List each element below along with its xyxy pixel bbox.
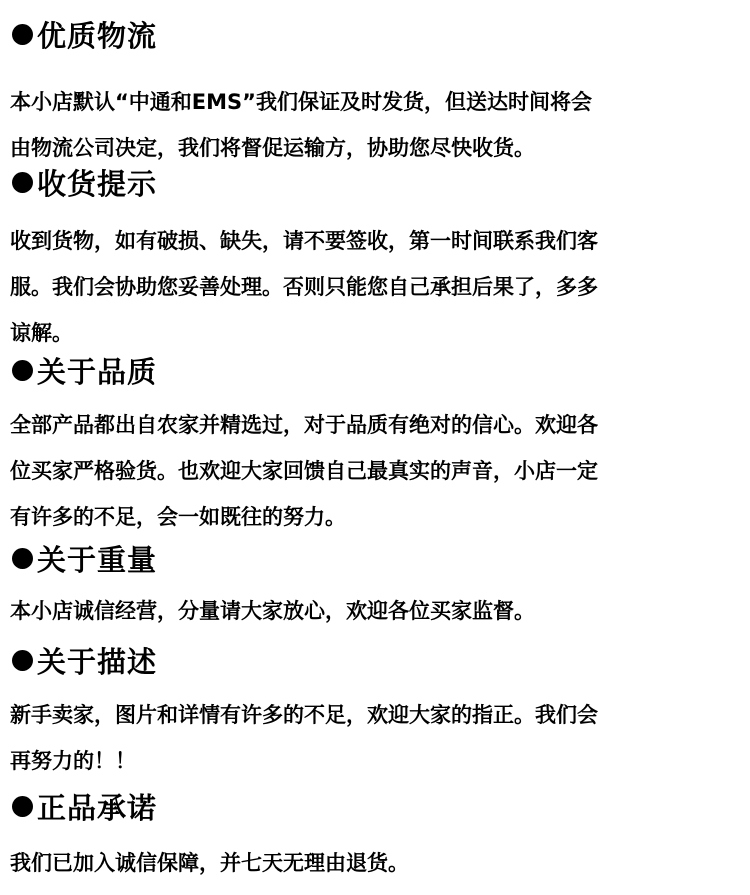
section-weight xyxy=(10,538,740,634)
text-line: 我们已加入诚信保障，并七天无理由退货。 xyxy=(10,851,409,875)
text-line: 服。我们会协助您妥善处理。否则只能您自己承担后果了，多多 xyxy=(10,275,598,299)
section-heading xyxy=(10,538,740,578)
text-line: 再努力的！！ xyxy=(10,749,136,773)
section-logistics xyxy=(10,14,740,171)
section-heading xyxy=(10,162,740,202)
section-heading xyxy=(10,640,740,680)
section-title: 关于重量 xyxy=(37,542,158,577)
section-heading xyxy=(10,786,740,826)
text-line: 本小店默认“中通和EMS”我们保证及时发货，但送达时间将会 xyxy=(10,90,592,114)
text-line: 本小店诚信经营，分量请大家放心，欢迎各位买家监督。 xyxy=(10,599,535,623)
section-heading xyxy=(10,14,740,54)
text-line: 收到货物，如有破损、缺失，请不要签收，第一时间联系我们客 xyxy=(10,229,598,253)
text-line: 全部产品都出自农家并精选过，对于品质有绝对的信心。欢迎各 xyxy=(10,413,598,437)
text-line: 有许多的不足，会一如既往的努力。 xyxy=(10,505,346,529)
text-line: 新手卖家，图片和详情有许多的不足，欢迎大家的指正。我们会 xyxy=(10,703,598,727)
section-description xyxy=(10,640,740,784)
bullet-icon xyxy=(12,360,33,381)
text-line: 由物流公司决定，我们将督促运输方，协助您尽快收货。 xyxy=(10,136,535,160)
bullet-icon xyxy=(12,548,33,569)
section-quality xyxy=(10,350,740,540)
bullet-icon xyxy=(12,24,33,45)
text-line: 位买家严格验货。也欢迎大家回馈自己最真实的声音，小店一定 xyxy=(10,459,598,483)
section-authenticity xyxy=(10,786,740,886)
section-title: 关于描述 xyxy=(37,644,158,679)
text-line: 谅解。 xyxy=(10,321,73,345)
bullet-icon xyxy=(12,172,33,193)
section-title: 正品承诺 xyxy=(37,790,158,825)
bullet-icon xyxy=(12,796,33,817)
section-receiving xyxy=(10,162,740,356)
section-heading xyxy=(10,350,740,390)
section-title: 关于品质 xyxy=(37,354,158,389)
bullet-icon xyxy=(12,650,33,671)
section-title: 优质物流 xyxy=(37,18,158,53)
section-title: 收货提示 xyxy=(37,166,158,201)
